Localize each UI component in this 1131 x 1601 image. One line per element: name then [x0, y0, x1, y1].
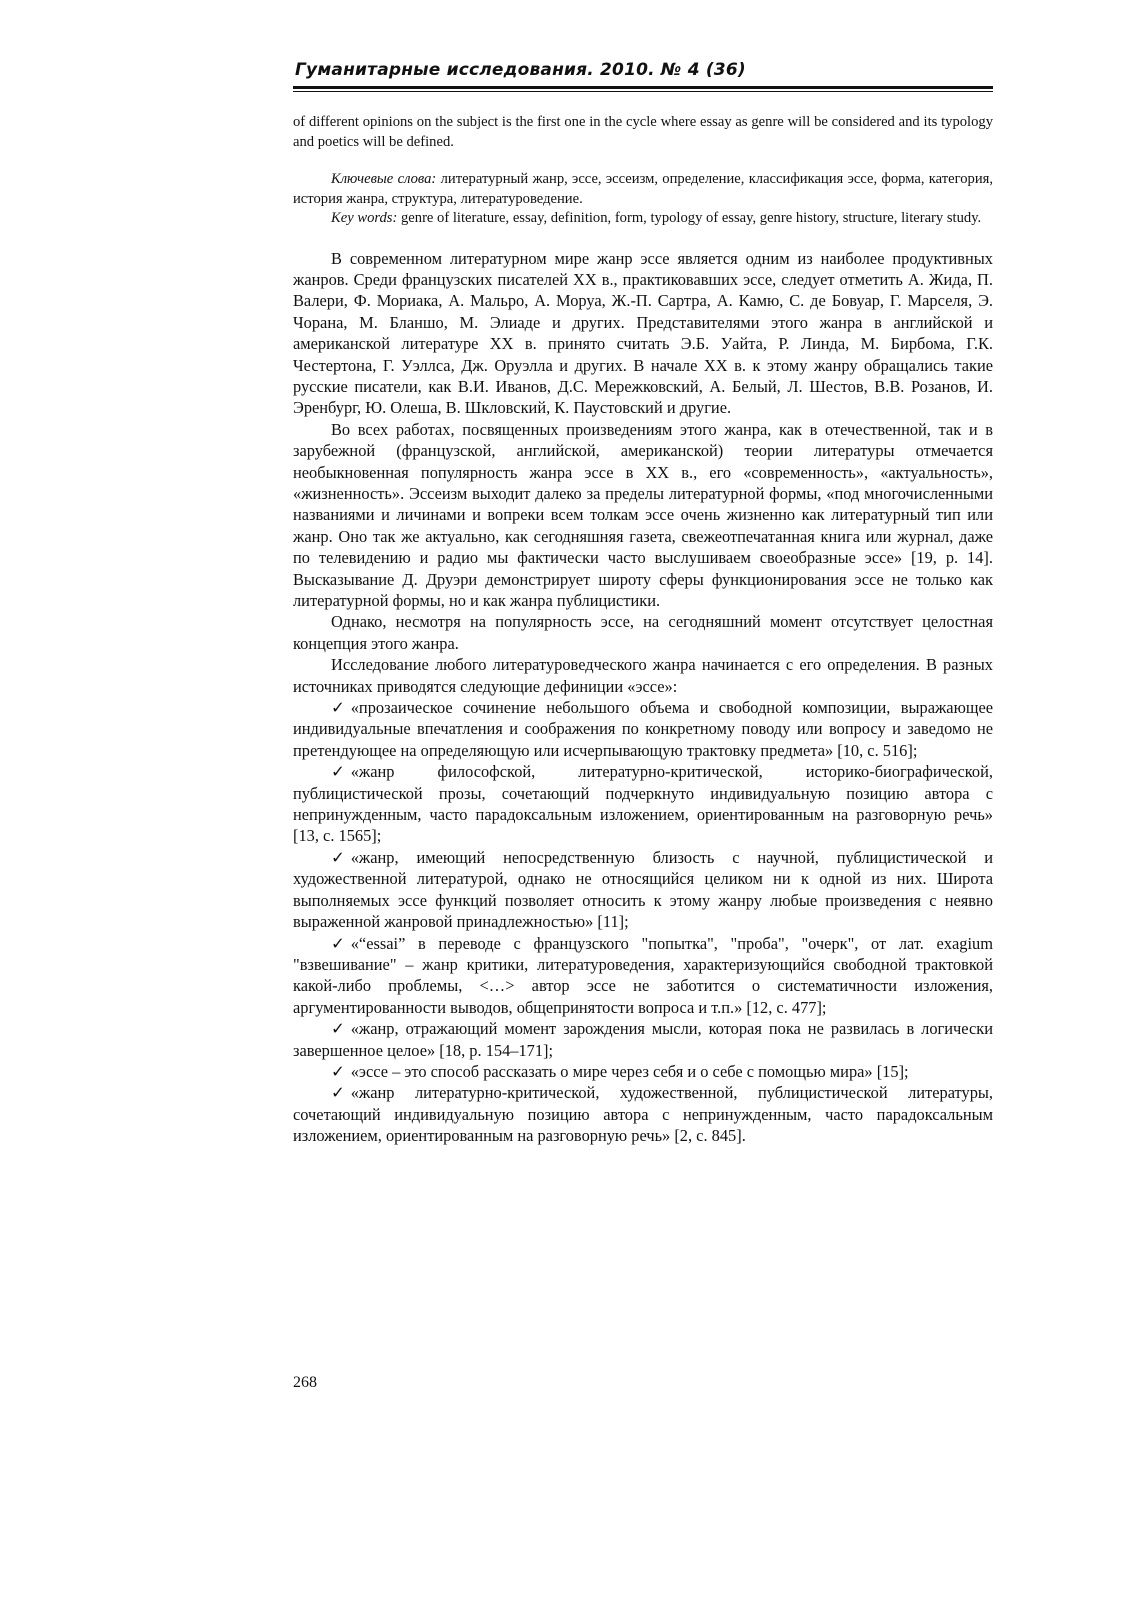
definition-item: [293, 1082, 993, 1146]
definition-text: «жанр, имеющий непосредственную близость с научной, публицистической и художественной литературой, однако не относящийся целиком ни к одной из них. Широта выполняемых эссе функций позволяет относить к этому жанру любые произведения с неявно выраженной жанровой принадлежностью» [11];: [293, 847, 993, 932]
checkmark-icon: ✓: [331, 762, 345, 782]
definition-item: [293, 1061, 993, 1082]
body-paragraph: Однако, несмотря на популярность эссе, на сегодняшний момент отсутствует целостная концепция этого жанра.: [293, 612, 993, 653]
keywords-block: [293, 170, 993, 229]
definition-item: [293, 761, 993, 847]
page-number: 268: [293, 1374, 317, 1391]
definition-item: [293, 933, 993, 1019]
checkmark-icon: ✓: [331, 933, 345, 953]
definition-text: «“essai” в переводе с французского "попытка", "проба", "очерк", от лат. exagium "взвешивание" – жанр критики, литературоведения, характеризующийся свободной трактовкой какой-либо проблемы, <…> автор эссе не заботится о систематичности изложения, аргументированности выводов, общепринятости вопроса и т.п.» [12, с. 477];: [293, 933, 993, 1017]
keywords-en: [293, 209, 993, 229]
abstract-block: [293, 113, 993, 229]
checkmark-icon: ✓: [331, 1061, 345, 1081]
header-rule-thin: [293, 91, 993, 92]
definition-text: «прозаическое сочинение небольшого объема и свободной композиции, выражающее индивидуальные впечатления и соображения по конкретному поводу или вопросу и заведомо не претендующее на определяющую или исчерпывающую трактовку предмета» [10, с. 516];: [293, 698, 993, 760]
journal-header: Гуманитарные исследования. 2010. № 4 (36): [295, 60, 746, 80]
definition-text: «жанр философской, литературно-критической, историко-биографической, публицистической прозы, сочетающий подчеркнуто индивидуальную позицию автора с непринужденным, часто парадоксальным изложением, ориентированным на разговорную речь» [13, с. 1565];: [293, 762, 993, 846]
definition-item: [293, 1018, 993, 1061]
definition-text: «эссе – это способ рассказать о мире через себя и о себе с помощью мира» [15];: [350, 1061, 909, 1081]
checkmark-icon: ✓: [331, 1019, 345, 1039]
header-rule-thick: [293, 86, 993, 89]
keywords-en-label: Key words:: [331, 210, 398, 226]
abstract-tail: of different opinions on the subject is the first one in the cycle where essay as genre will be considered and its typology and poetics will be defined.: [293, 114, 993, 150]
body-paragraph: Исследование любого литературоведческого жанра начинается с его определения. В разных источниках приводятся следующие дефиниции «эссе»:: [293, 655, 993, 696]
journal-page: [293, 60, 993, 1147]
definition-text: «жанр, отражающий момент зарождения мысли, которая пока не развилась в логически завершенное целое» [18, p. 154–171];: [293, 1019, 993, 1060]
article-body: [293, 248, 993, 1147]
definition-item: [293, 697, 993, 761]
checkmark-icon: ✓: [331, 698, 345, 718]
checkmark-icon: ✓: [331, 847, 345, 867]
checkmark-icon: ✓: [331, 1083, 345, 1103]
definition-text: «жанр литературно-критической, художественной, публицистической литературы, сочетающий индивидуальную позицию автора с непринужденным, часто парадоксальным изложением, ориентированным на разговорную речь» [2, с. 845].: [293, 1083, 993, 1146]
keywords-ru: [293, 170, 993, 209]
keywords-en-text: genre of literature, essay, definition, form, typology of essay, genre history, structure, literary study.: [397, 210, 982, 226]
keywords-ru-label: Ключевые слова:: [331, 171, 437, 187]
keywords-ru-text: литературный жанр, эссе, эссеизм, определение, классификация эссе, форма, категория, история жанра, структура, литературоведение.: [293, 171, 993, 207]
body-paragraph: Во всех работах, посвященных произведениям этого жанра, как в отечественной, так и в зарубежной (французской, английской, американской) теории литературы отмечается необыкновенная популярность жанра эссе в XX в., его «современность», «актуальность», «жизненность». Эссеизм выходит далеко за пределы литературной формы, «под многочисленными названиями и личинами и вопреки всем толкам эссе очень жизненно как литературный тип или жанр. Оно так же актуально, как сегодняшняя газета, свежеотпечатанная книга или журнал, даже по телевидению и радио мы фактически часто выслушиваем своеобразные эссе» [19, p. 14]. Высказывание Д. Друэри демонстрирует широту сферы функционирования эссе не только как литературной формы, но и как жанра публицистики.: [293, 419, 993, 610]
definition-item: [293, 847, 993, 933]
body-paragraph: В современном литературном мире жанр эссе является одним из наиболее продуктивных жанров. Среди французских писателей XX в., практиковавших эссе, следует отметить А. Жида, П. Валери, Ф. Мориака, А. Мальро, А. Моруа, Ж.-П. Сартра, А. Камю, С. де Бовуар, Г. Марселя, Э. Чорана, М. Бланшо, М. Элиаде и других. Представителями этого жанра в английской и американской литературе XX в. принято считать Э.Б. Уайта, Р. Линда, М. Бирбома, Г.К. Честертона, Г. Уэллса, Дж. Оруэлла и других. В начале XX в. к этому жанру обращались такие русские писатели, как В.И. Иванов, Д.С. Мережковский, А. Белый, Л. Шестов, В.В. Розанов, И. Эренбург, Ю. Олеша, В. Шкловский, К. Паустовский и другие.: [293, 248, 993, 418]
